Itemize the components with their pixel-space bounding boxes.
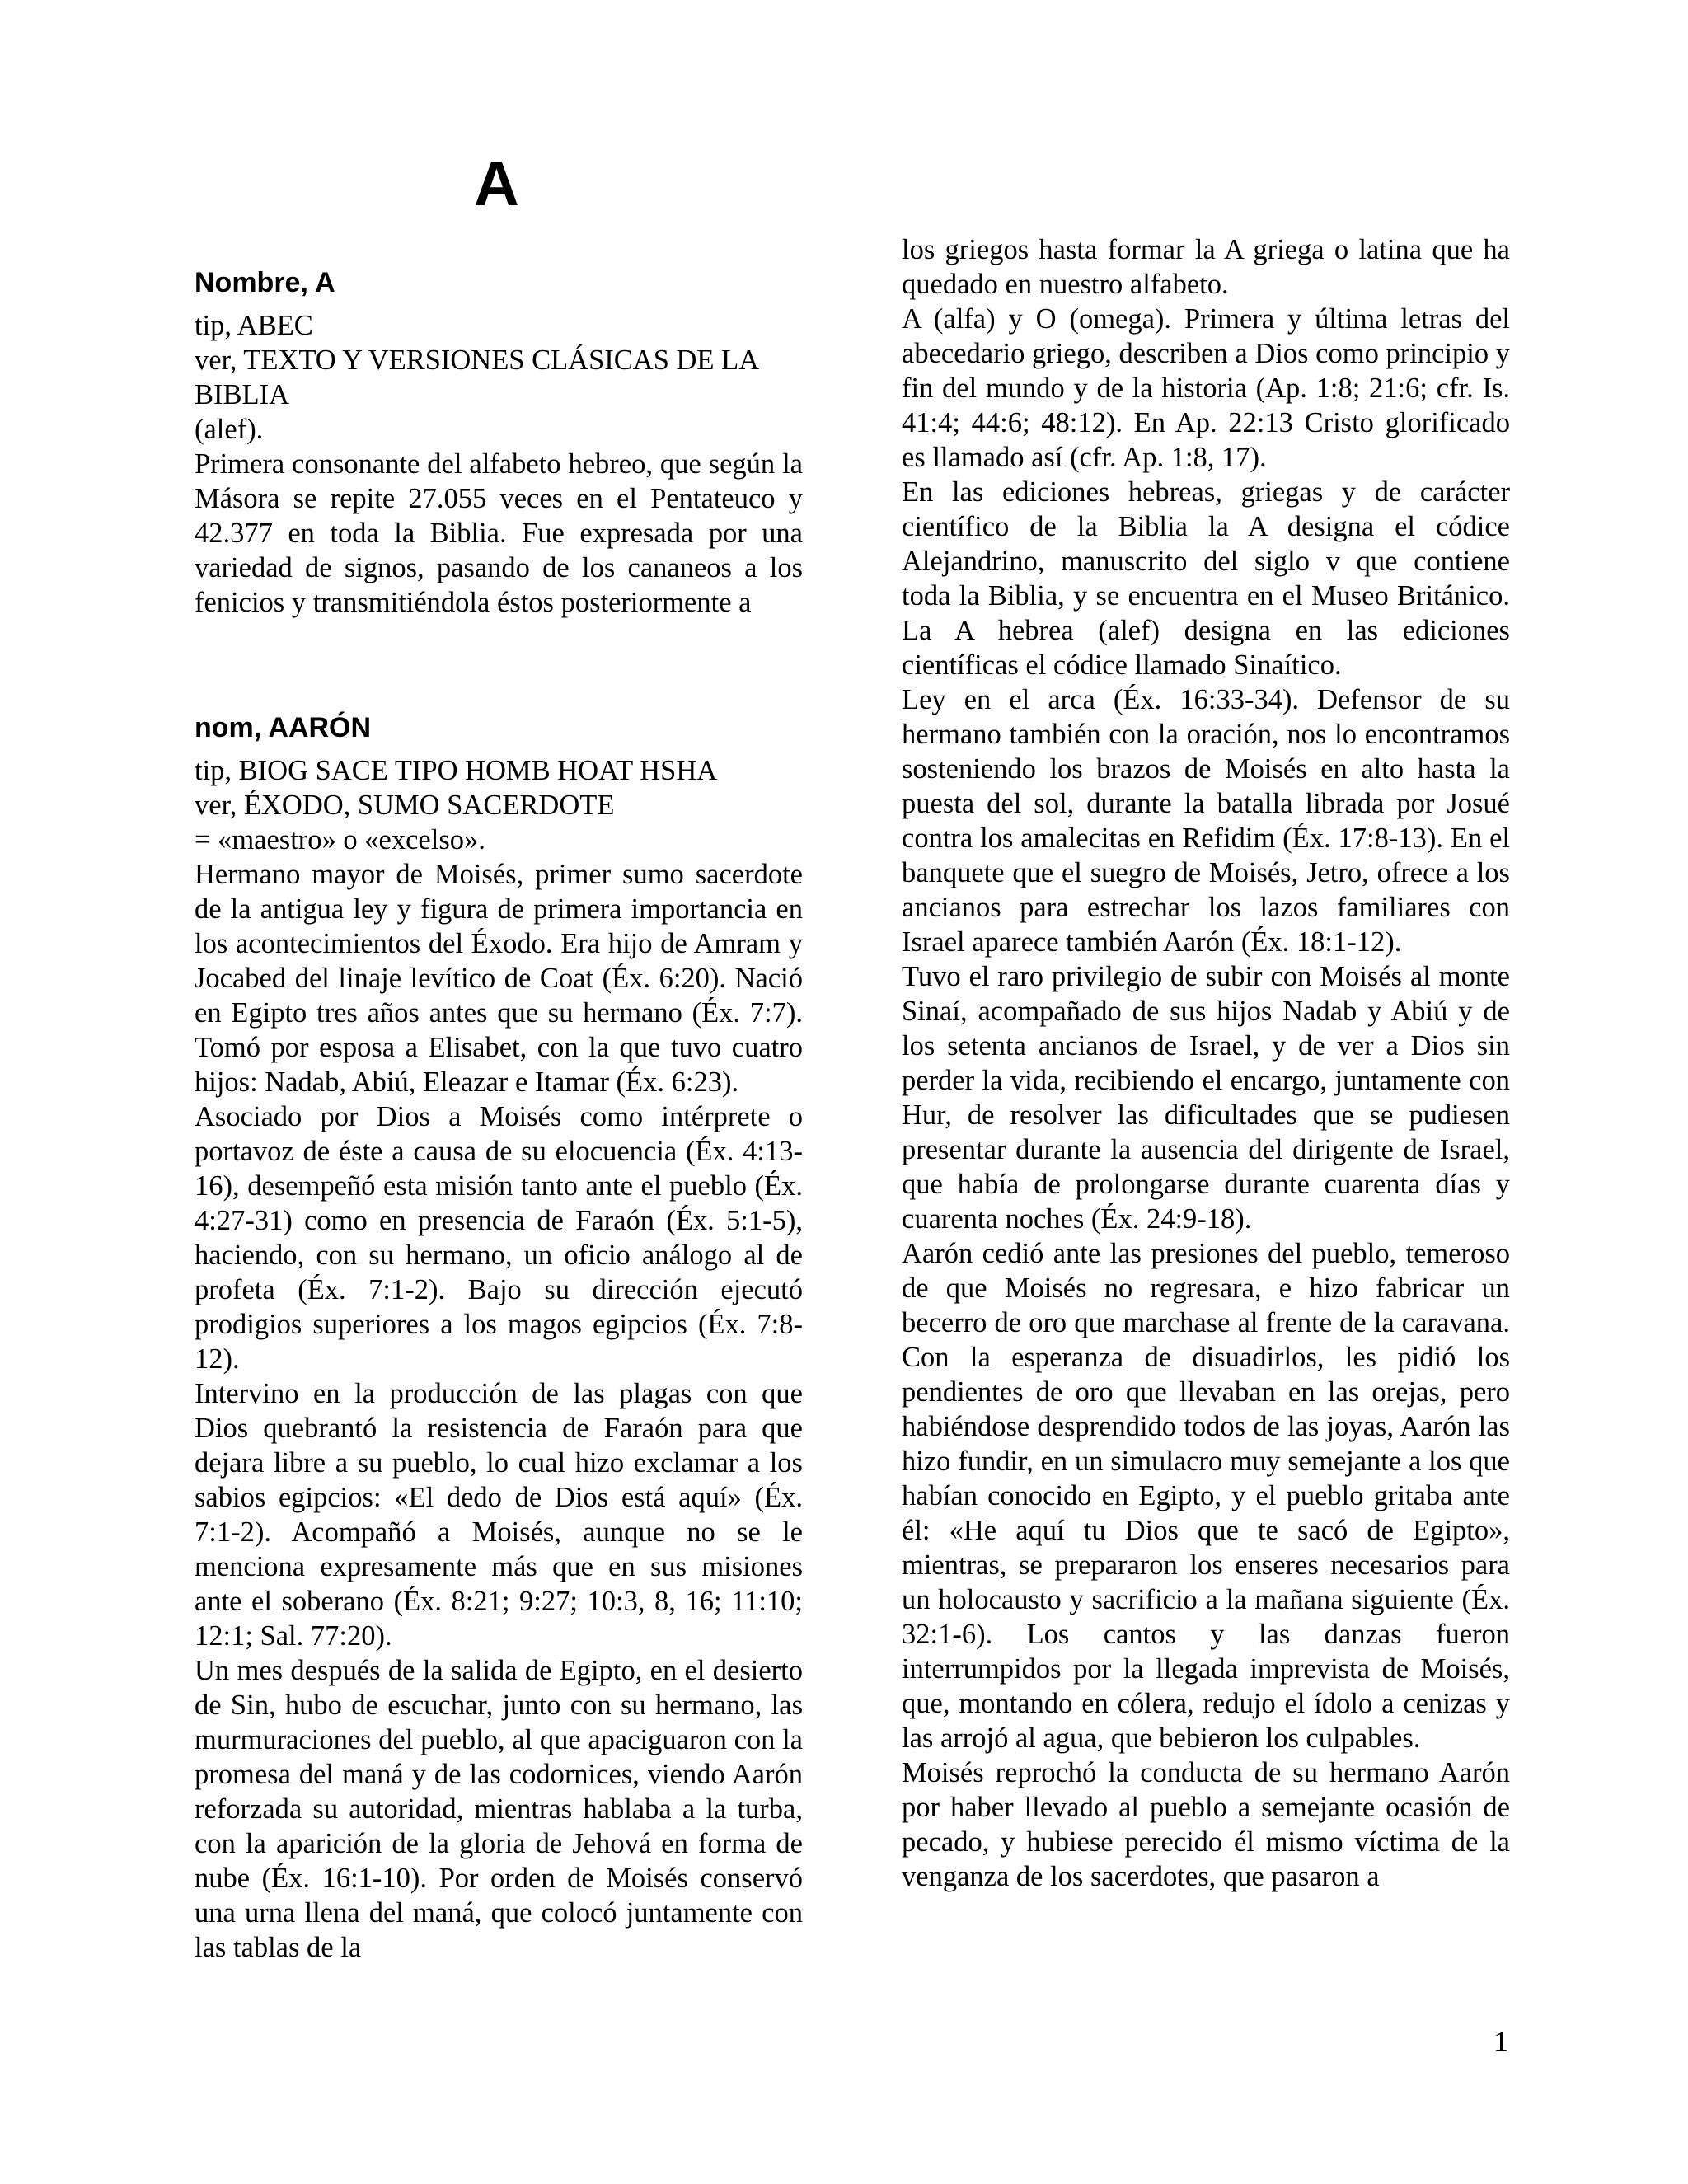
right-paragraph: Moisés reprochó la conducta de su hermano Aarón por haber llevado al pueblo a semejante ocasión de pecado, y hubiese perecido él mismo víctima de la venganza de los sacerdotes, que pasaron a [902,1757,1510,1892]
entry-title: nom, AARÓN [195,712,372,743]
entry-ver: ver, TEXTO Y VERSIONES CLÁSICAS DE LA BIBLIA [195,344,758,410]
letter-heading: A [474,149,519,219]
entry-paragraph: Asociado por Dios a Moisés como intérprete o portavoz de éste a causa de su elocuencia (Éx. 4:13-16), desempeñó esta misión tanto ante el pueblo (Éx. 4:27-31) como en presencia de Faraón (Éx. 5:1-5), haciendo, con su hermano, un oficio análogo al de profeta (Éx. 7:1-2). Bajo su dirección ejecutó prodigios superiores a los magos egipcios (Éx. 7:8-12). [195,1101,803,1375]
right-paragraph: En las ediciones hebreas, griegas y de carácter científico de la Biblia la A designa el códice Alejandrino, manuscrito del siglo v que contiene toda la Biblia, y se encuentra en el Museo Británico. La A hebrea (alef) designa en las ediciones científicas el códice llamado Sinaítico. [902,476,1510,681]
entry-paragraph: Un mes después de la salida de Egipto, en el desierto de Sin, hubo de escuchar, junto con su hermano, las murmuraciones del pueblo, al que apaciguaron con la promesa del maná y de las codornices, viendo Aarón reforzada su autoridad, mientras hablaba a la turba, con la aparición de la gloria de Jehová en forma de nube (Éx. 16:1-10). Por orden de Moisés conservó una urna llena del maná, que colocó juntamente con las tablas de la [195,1655,803,1963]
entry-aaron [195,710,803,1965]
entry-tip: tip, BIOG SACE TIPO HOMB HOAT HSHA [195,755,718,786]
right-paragraph: Ley en el arca (Éx. 16:33-34). Defensor de su hermano también con la oración, nos lo encontramos sosteniendo los brazos de Moisés en alto hasta la puesta del sol, durante la batalla librada por Josué contra los amalecitas en Refidim (Éx. 17:8-13). En el banquete que el suegro de Moisés, Jetro, ofrece a los ancianos para estrechar los lazos familiares con Israel aparece también Aarón (Éx. 18:1-12). [902,684,1510,958]
entry-paragraph: Intervino en la producción de las plagas con que Dios quebrantó la resistencia de Faraón para que dejara libre a su pueblo, lo cual hizo exclamar a los sabios egipcios: «El dedo de Dios está aquí» (Éx. 7:1-2). Acompañó a Moisés, aunque no se le menciona expresamente más que en sus misiones ante el soberano (Éx. 8:21; 9:27; 10:3, 8, 16; 11:10; 12:1; Sal. 77:20). [195,1378,803,1652]
entry-nombre-a [195,265,803,620]
entry-title: Nombre, A [195,267,335,298]
entry-etymology: (alef). [195,414,264,445]
entry-paragraph: Hermano mayor de Moisés, primer sumo sacerdote de la antigua ley y figura de primera importancia en los acontecimientos del Éxodo. Era hijo de Amram y Jocabed del linaje levítico de Coat (Éx. 6:20). Nació en Egipto tres años antes que su hermano (Éx. 7:7). Tomó por esposa a Elisabet, con la que tuvo cuatro hijos: Nadab, Abiú, Eleazar e Itamar (Éx. 6:23). [195,859,803,1098]
entry-ver: ver, ÉXODO, SUMO SACERDOTE [195,790,615,821]
right-paragraph: los griegos hasta formar la A griega o latina que ha quedado en nuestro alfabeto. [902,234,1510,300]
right-column [902,232,1510,1894]
right-paragraph: A (alfa) y O (omega). Primera y última letras del abecedario griego, describen a Dios como principio y fin del mundo y de la historia (Ap. 1:8; 21:6; cfr. Is. 41:4; 44:6; 48:12). En Ap. 22:13 Cristo glorificado es llamado así (cfr. Ap. 1:8, 17). [902,303,1510,473]
page-number: 1 [1493,2025,1508,2058]
right-paragraph: Tuvo el raro privilegio de subir con Moisés al monte Sinaí, acompañado de sus hijos Nadab y Abiú y de los setenta ancianos de Israel, y de ver a Dios sin perder la vida, recibiendo el encargo, juntamente con Hur, de resolver las dificultades que se pudiesen presentar durante la ausencia del dirigente de Israel, que había de prolongarse durante cuarenta días y cuarenta noches (Éx. 24:9-18). [902,961,1510,1235]
right-paragraph: Aarón cedió ante las presiones del pueblo, temeroso de que Moisés no regresara, e hizo fabricar un becerro de oro que marchase al frente de la caravana. Con la esperanza de disuadirlos, les pidió los pendientes de oro que llevaban en las orejas, pero habiéndose desprendido todos de las joyas, Aarón las hizo fundir, en un simulacro muy semejante a los que habían conocido en Egipto, y el pueblo gritaba ante él: «He aquí tu Dios que te sacó de Egipto», mientras, se prepararon los enseres necesarios para un holocausto y sacrificio a la mañana siguiente (Éx. 32:1-6). Los cantos y las danzas fueron interrumpidos por la llegada imprevista de Moisés, que, montando en cólera, redujo el ídolo a cenizas y las arrojó al agua, que bebieron los culpables. [902,1238,1510,1754]
entry-paragraph: Primera consonante del alfabeto hebreo, que según la Másora se repite 27.055 veces en el Pentateuco y 42.377 en toda la Biblia. Fue expresada por una variedad de signos, pasando de los cananeos a los fenicios y transmitiéndola éstos posteriormente a [195,448,803,618]
entry-etymology: = «maestro» o «excelso». [195,824,485,855]
entry-tip: tip, ABEC [195,310,313,341]
